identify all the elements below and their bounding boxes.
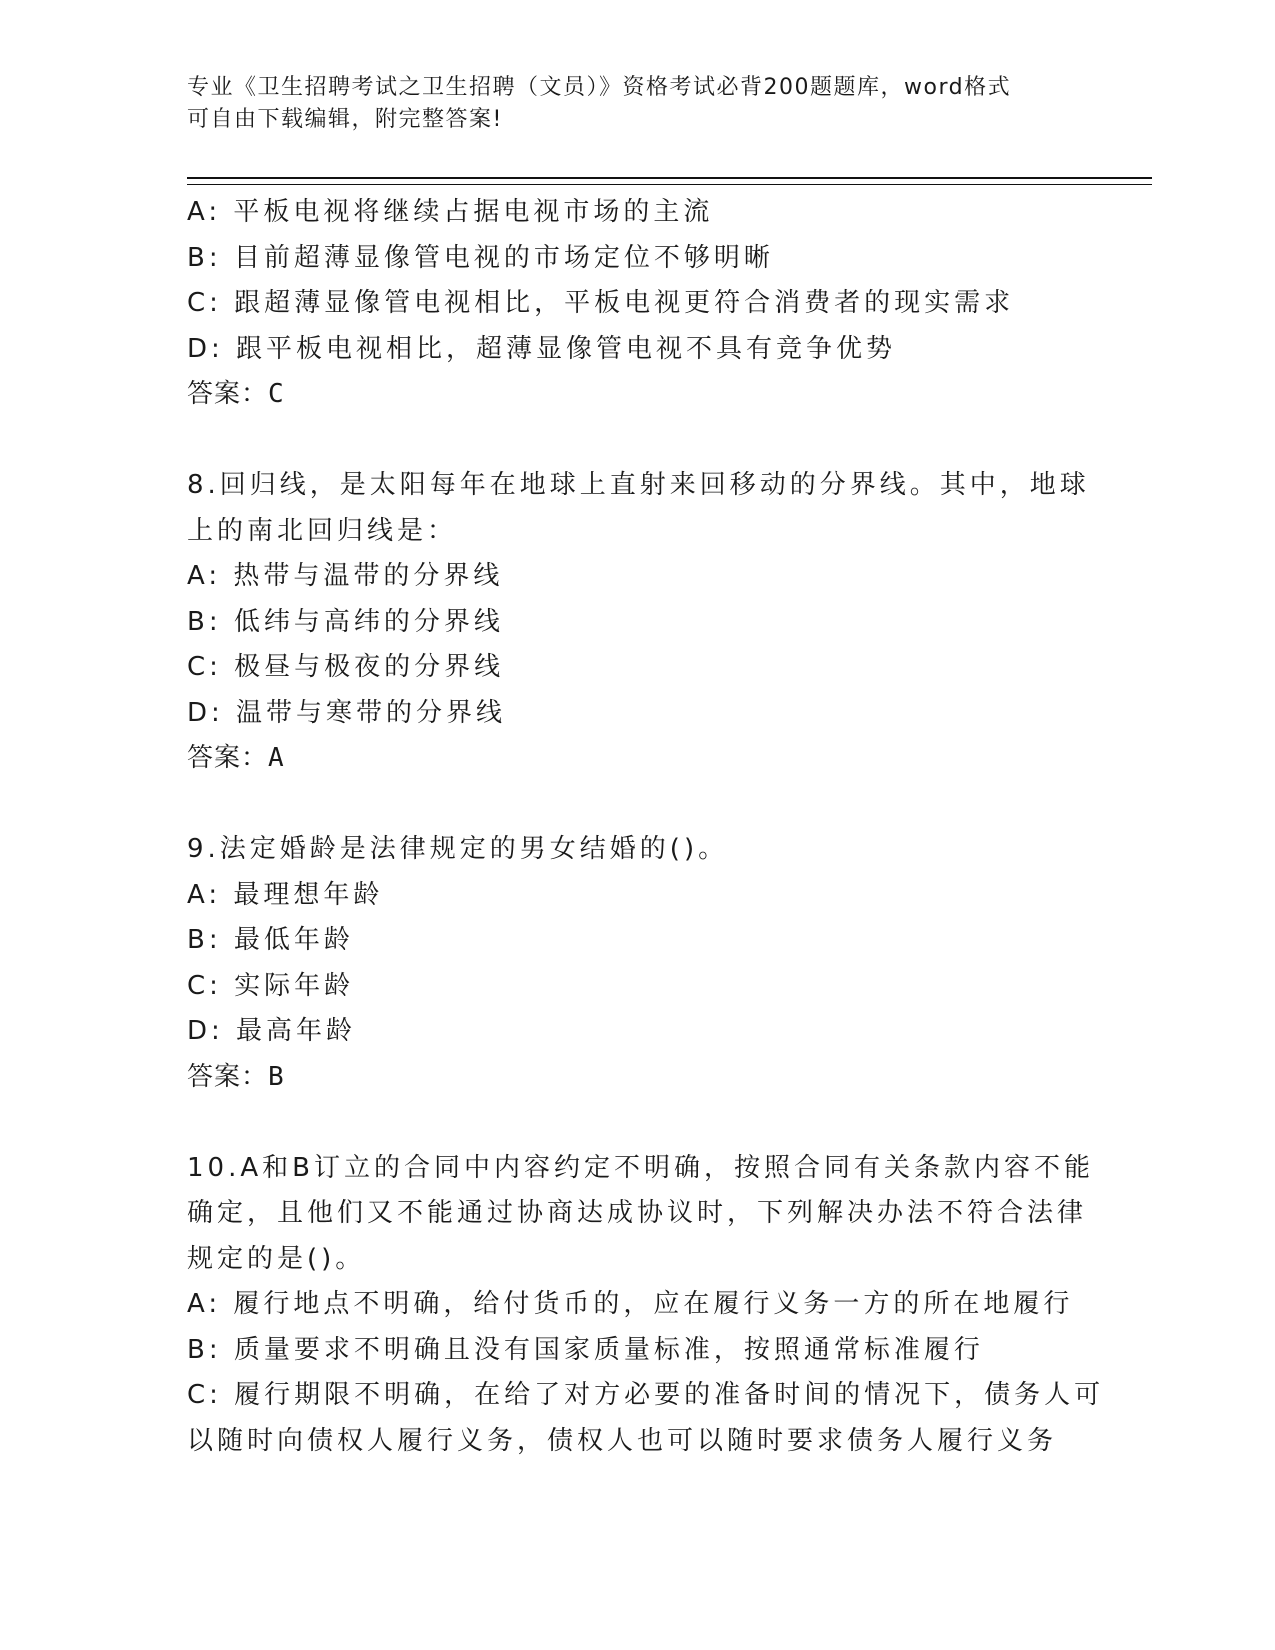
option-a: A: 履行地点不明确，给付货币的，应在履行义务一方的所在地履行 [187,1289,1074,1319]
question-stem-cont: 规定的是()。 [187,1243,366,1274]
option-a: A: 平板电视将继续占据电视市场的主流 [187,197,714,227]
option-c: C: 实际年龄 [187,970,355,1001]
answer-value: B [268,1061,285,1092]
question-10 [187,1146,1105,1465]
option-b: B: 低纬与高纬的分界线 [187,606,504,637]
question-stem: 8.回归线，是太阳每年在地球上直射来回移动的分界线。其中，地球 [187,470,1090,500]
option-d: D: 最高年龄 [187,1016,357,1046]
question-stem-cont: 上的南北回归线是： [187,515,458,546]
option-d: D: 温带与寒带的分界线 [187,697,507,728]
question-7 [187,190,1087,418]
header-title-line-1: 专业《卫生招聘考试之卫生招聘（文员）》资格考试必背200题题库，word格式 [187,75,1012,100]
option-c: C: 极昼与极夜的分界线 [187,652,505,682]
spacer [187,1100,1087,1146]
header-divider-thick [187,177,1152,179]
header-divider-thin [187,184,1152,185]
answer-line [187,372,1087,418]
answer-value: A [268,743,285,773]
question-8 [187,463,1090,782]
question-stem: 9.法定婚龄是法律规定的男女结婚的()。 [187,834,729,864]
option-c: C: 履行期限不明确，在给了对方必要的准备时间的情况下，债务人可 [187,1380,1105,1410]
answer-label: 答案： [187,1061,269,1092]
question-9 [187,827,1087,1100]
spacer [187,782,1087,828]
answer-line [187,736,1087,782]
answer-label: 答案： [187,743,269,773]
option-c-cont: 以随时向债权人履行义务，债权人也可以随时要求债务人履行义务 [187,1425,1058,1456]
header-title-line-2: 可自由下载编辑，附完整答案! [187,107,503,132]
answer-value: C [268,379,285,409]
option-b: B: 目前超薄显像管电视的市场定位不够明晰 [187,242,774,273]
question-stem-cont: 确定，且他们又不能通过协商达成协议时，下列解决办法不符合法律 [187,1198,1088,1228]
question-stem: 10.A和B订立的合同中内容约定不明确，按照合同有关条款内容不能 [187,1152,1094,1183]
option-a: A: 最理想年龄 [187,879,384,910]
option-a: A: 热带与温带的分界线 [187,561,504,591]
answer-label: 答案： [187,379,269,409]
option-d: D: 跟平板电视相比，超薄显像管电视不具有竞争优势 [187,333,897,364]
answer-line [187,1055,1087,1101]
option-b: B: 最低年龄 [187,925,354,955]
document-header [187,72,1087,136]
option-b: B: 质量要求不明确且没有国家质量标准，按照通常标准履行 [187,1334,984,1365]
question-list [187,190,1105,1464]
option-c: C: 跟超薄显像管电视相比，平板电视更符合消费者的现实需求 [187,288,1015,318]
spacer [187,418,1087,464]
